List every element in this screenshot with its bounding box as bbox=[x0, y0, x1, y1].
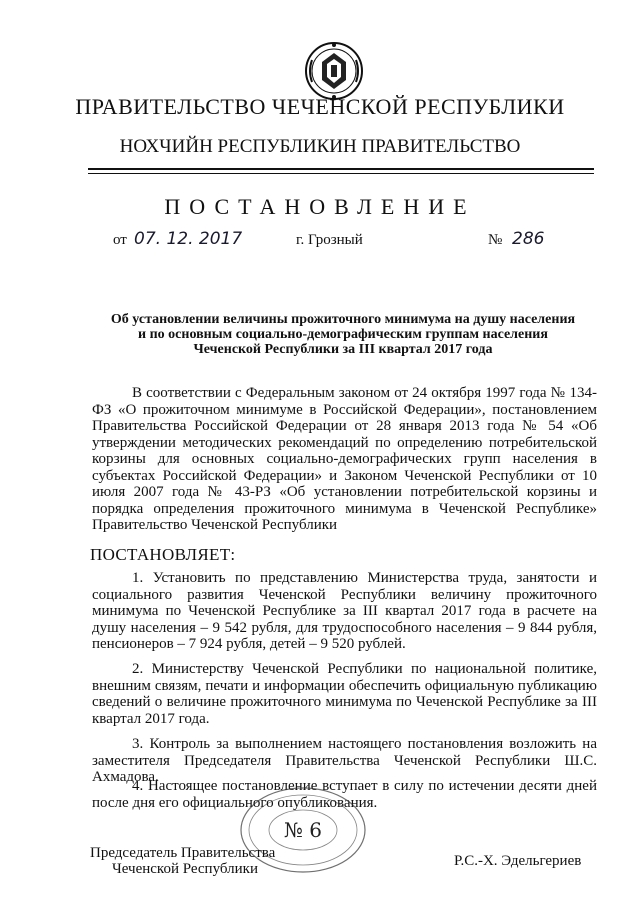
city: г. Грозный bbox=[296, 232, 363, 248]
number-value: 286 bbox=[512, 229, 545, 249]
decree-item-text: 3. Контроль за выполнением настоящего постановления возложить на заместителя Председателя Правительства Чеченской Республики Ш.С. Ахмадова. bbox=[92, 736, 597, 785]
decree-word: ПОСТАНОВЛЯЕТ: bbox=[90, 545, 236, 564]
decree-item-1 bbox=[92, 570, 597, 653]
signatory-position bbox=[90, 845, 275, 877]
document-title bbox=[90, 312, 596, 357]
decree-item-text: 1. Установить по представлению Министерства труда, занятости и социального развития Чеченской Республики величину прожиточного минимума по Чеченской Республике за III квартал 2017 года в расчете на душу населения – 9 542 рубля, для трудоспособного населения – 9 844 рубля, пенсионеров – 7 924 рубля, детей – 9 520 рублей. bbox=[92, 570, 597, 652]
government-name-russian: ПРАВИТЕЛЬСТВО ЧЕЧЕНСКОЙ РЕСПУБЛИКИ bbox=[75, 94, 565, 119]
title-line: и по основным социально-демографическим группам населения bbox=[138, 327, 548, 342]
header-rule-thin bbox=[88, 173, 594, 174]
decree-item-2 bbox=[92, 661, 597, 727]
number-prefix: № bbox=[488, 232, 503, 248]
title-line: Об установлении величины прожиточного минимума на душу населения bbox=[110, 312, 576, 327]
date-prefix: от bbox=[113, 232, 127, 248]
signatory-position-line2: Чеченской Республики bbox=[112, 861, 258, 877]
date-value: 07. 12. 2017 bbox=[134, 229, 243, 249]
preamble bbox=[92, 385, 597, 534]
government-name-chechen: НОХЧИЙН РЕСПУБЛИКИН ПРАВИТЕЛЬСТВО bbox=[119, 136, 521, 157]
document-type: ПОСТАНОВЛЕНИЕ bbox=[164, 194, 476, 219]
header-rule-thick bbox=[88, 168, 594, 170]
decree-item-text: 4. Настоящее постановление вступает в силу по истечении десяти дней после дня его официального опубликования. bbox=[92, 778, 597, 811]
chechen-republic-emblem-icon bbox=[300, 40, 368, 102]
decree-item-text: 2. Министерству Чеченской Республики по национальной политике, внешним связям, печати и информации обеспечить официальную публикацию сведений о величине прожиточного минимума по Чеченской Республике за III квартал 2017 года. bbox=[92, 661, 597, 727]
preamble-text: В соответствии с Федеральным законом от 24 октября 1997 года № 134-ФЗ «О прожиточном минимуме в Российской Федерации», постановлением Правительства Российской Федерации от 28 января 2013 года № 54 «Об утверждении методических рекомендаций по определению потребительской корзины для основных социально-демографических групп населения в субъектах Российской Федерации» и Законом Чеченской Республики от 10 июля 2007 года № 43-РЗ «Об установлении потребительской корзины и порядка определения прожиточного минимума в Чеченской Республике» Правительство Чеченской Республики bbox=[92, 385, 597, 533]
stamp-label: № 6 bbox=[283, 818, 323, 842]
signatory-name: Р.С.-Х. Эдельгериев bbox=[454, 853, 582, 869]
title-line: Чеченской Республики за III квартал 2017 года bbox=[193, 342, 493, 357]
signatory-position-line1: Председатель Правительства bbox=[90, 845, 276, 861]
